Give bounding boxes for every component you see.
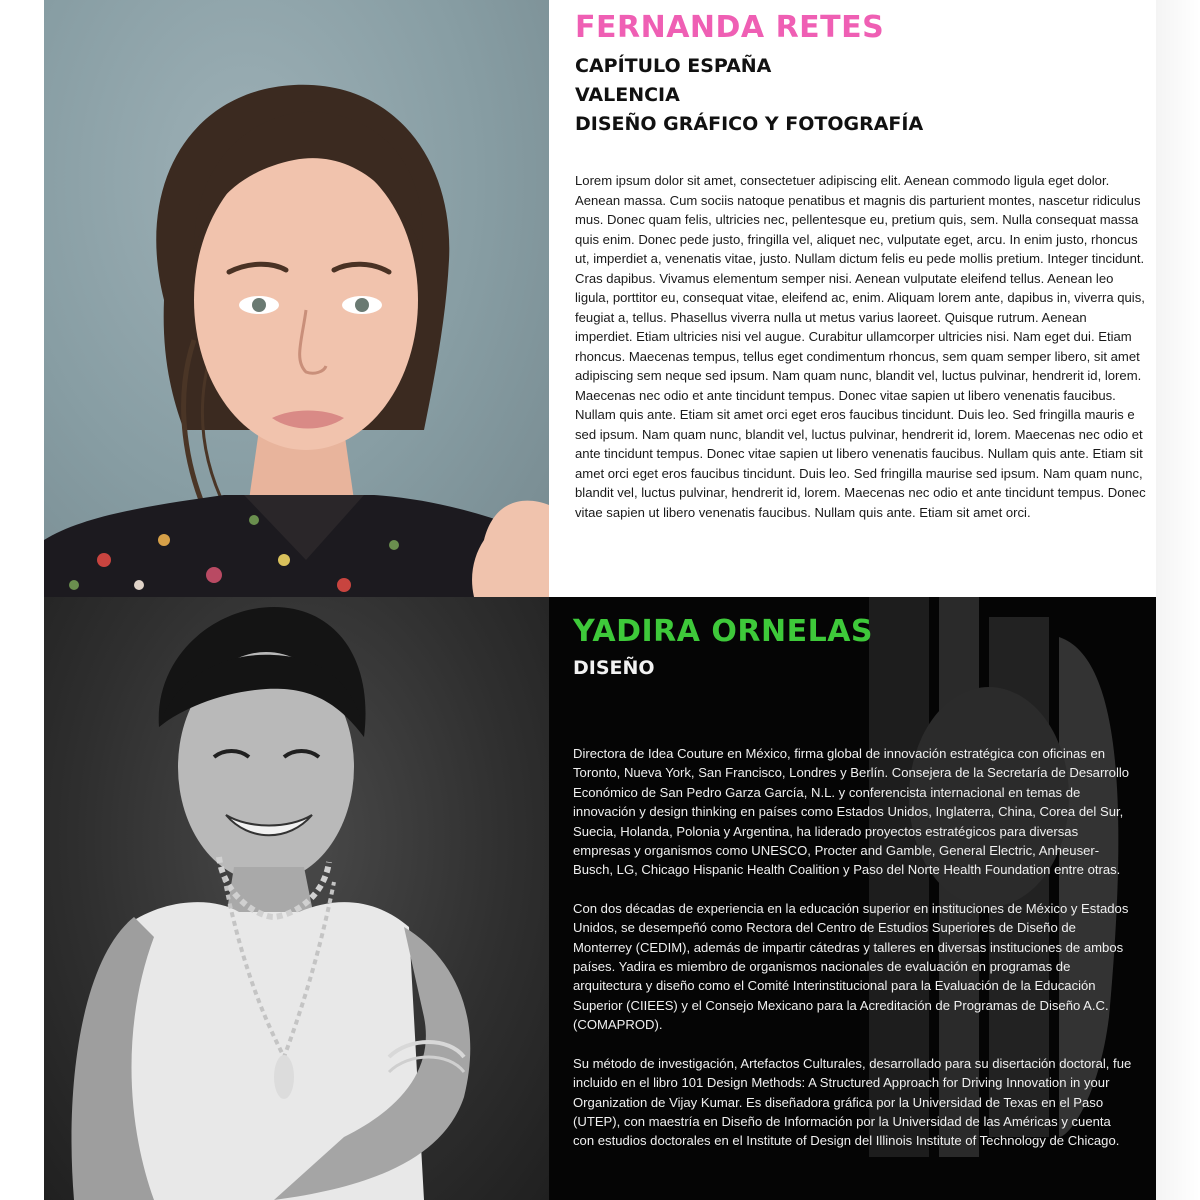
profile-bio: Lorem ipsum dolor sit amet, consectetuer adipiscing elit. Aenean commodo ligula eget dolor. Aenean massa. Cum sociis natoque penatibus et magnis dis parturient montes, nascetur ridiculus mus. Donec quam felis, ultricies nec, pellentesque eu, pretium quis, sem. Nulla consequat massa quis enim. Donec pede justo, fringilla vel, aliquet nec, vulputate eget, arcu. In enim justo, rhoncus ut, imperdiet a, venenatis vitae, justo. Nullam dictum felis eu pede mollis pretium. Integer tincidunt. Cras dapibus. Vivamus elementum semper nisi. Aenean vulputate eleifend tellus. Aenean leo ligula, porttitor eu, consequat vitae, eleifend ac, enim. Aliquam lorem ante, dapibus in, viverra quis, feugiat a, tellus. Phasellus viverra nulla ut metus varius laoreet. Quisque rutrum. Aenean imperdiet. Etiam ultricies nisi vel augue. Curabitur ullamcorper ultricies nisi. Nam eget dui. Etiam rhoncus. Maecenas tempus, tellus eget condimentum rhoncus, sem quam semper libero, sit amet adipiscing sem neque sed ipsum. Nam quam nunc, blandit vel, luctus pulvinar, hendrerit id, lorem. Maecenas nec odio et ante tincidunt tempus. Donec vitae sapien ut libero venenatis faucibus. Nullam quis ante. Etiam sit amet orci eget eros faucibus tincidunt. Duis leo. Sed fringilla mauris e sed ipsum. Nam quam nunc, blandit vel, luctus pulvinar, hendrerit id, lorem. Maecenas nec odio et ante tincidunt tempus. Donec vitae sapien ut libero venenatis faucibus. Nullam quis ante. Etiam sit amet orci eget eros faucibus tincidunt. Duis leo. Sed fringilla maurise sed ipsum. Nam quam nunc, blandit vel, luctus pulvinar, hendrerit id, lorem. Maecenas nec odio et ante tincidunt tempus. Donec vitae sapien ut libero venenatis faucibus. Nullam quis ante. Etiam sit amet orci. [575,173,1146,520]
portrait-illustration [44,0,549,597]
profile-text-yadira [573,614,1133,1170]
profile-name: YADIRA ORNELAS [573,614,874,649]
bio-paragraph: Directora de Idea Couture en México, firma global de innovación estratégica con oficinas en Toronto, Nueva York, San Francisco, Londres y Berlín. Consejera de la Secretaría de Desarrollo Económico de San Pedro Garza García, N.L. y conferencista internacional en temas de innovación y design thinking en países como Estados Unidos, Inglaterra, China, Corea del Sur, Suecia, Holanda, Polonia y Argentina, ha liderado proyectos estratégicos para diversas empresas y organismos como UNESCO, Procter and Gamble, General Electric, Anheuser-Busch, LG, Chicago Hispanic Health Coalition y Paso del Norte Health Foundation entre otras. [573,746,1130,878]
profile-name: FERNANDA RETES [575,10,885,45]
right-margin [1156,0,1200,1200]
bio-paragraph: Con dos décadas de experiencia en la educación superior en instituciones de México y Estados Unidos, se desempeñó como Rectora del Centro de Estudios Superiores de Diseño de Monterrey (CEDIM), además de impartir cátedras y talleres en diversas instituciones de ambos países. Yadira es miembro de organismos nacionales de evaluación en programas de arquitectura y diseño como el Comité Interinstitucional para la Evaluación de la Educación Superior (CIIEES) y el Consejo Mexicano para la Acreditación de Programas de Diseño A.C. (COMAPROD). [573,900,1129,1033]
profile-discipline: DISEÑO GRÁFICO Y FOTOGRAFÍA [575,113,924,135]
portrait-illustration-bw [44,597,549,1200]
profile-card-yadira [44,597,1156,1200]
profile-discipline: DISEÑO [573,657,655,679]
bio-paragraph: Su método de investigación, Artefactos Culturales, desarrollado para su disertación doctoral, fue incluido en el libro 101 Design Methods: A Structured Approach for Driving Innovation in your Organization de Vijay Kumar. Es diseñadora gráfica por la Universidad de Texas en el Paso (UTEP), con maestría en Diseño de Información por la Universidad de las Américas y cuenta con estudios doctorales en el Institute of Design del Illinois Institute of Technology de Chicago. [573,1055,1132,1149]
profile-card-fernanda [44,0,1156,597]
profile-city: VALENCIA [575,84,680,106]
portrait-photo-yadira [44,597,549,1200]
profile-text-fernanda [575,10,1147,522]
profile-bio [573,744,1133,1151]
left-margin [0,0,44,1200]
portrait-photo-fernanda [44,0,549,597]
profile-chapter: CAPÍTULO ESPAÑA [575,55,772,77]
